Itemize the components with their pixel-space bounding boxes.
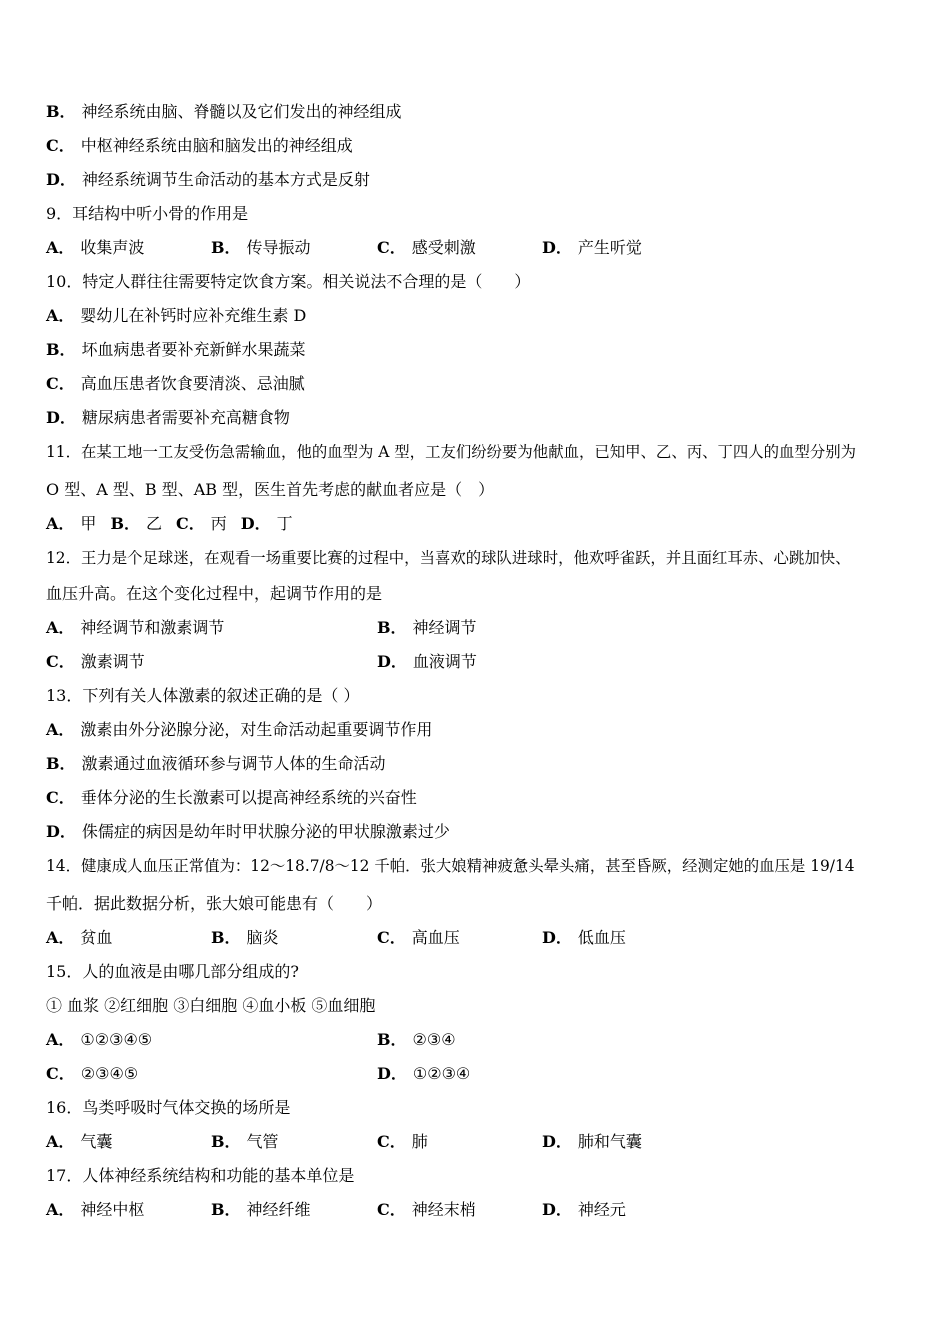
question-11-stem-line2: O 型、A 型、B 型、AB 型，医生首先考虑的献血者应是（ ） xyxy=(46,480,495,499)
question-10-stem: 10．特定人群往往需要特定饮食方案。相关说法不合理的是（ ） xyxy=(46,272,531,291)
question-14-stem-line2: 千帕．据此数据分析，张大娘可能患有（ ） xyxy=(46,894,383,913)
q10-option-b: B． 坏血病患者要补充新鲜水果蔬菜 xyxy=(46,340,306,359)
q10-option-a: A． 婴幼儿在补钙时应补充维生素 D xyxy=(46,306,307,325)
question-15-stem: 15．人的血液是由哪几部分组成的? xyxy=(46,962,299,981)
q17-option-c: C． 神经末梢 xyxy=(377,1200,476,1219)
q17-option-a: A． 神经中枢 xyxy=(46,1200,145,1219)
q9-option-a: A． 收集声波 xyxy=(46,238,145,257)
q14-option-d: D． 低血压 xyxy=(542,928,626,947)
q9-option-b: B． 传导振动 xyxy=(211,238,311,257)
q16-option-d: D． 肺和气囊 xyxy=(542,1132,642,1151)
question-12-stem-line2: 血压升高。在这个变化过程中，起调节作用的是 xyxy=(46,584,383,603)
q13-option-d: D． 侏儒症的病因是幼年时甲状腺分泌的甲状腺激素过少 xyxy=(46,822,450,841)
q16-option-a: A． 气囊 xyxy=(46,1132,113,1151)
q14-option-c: C． 高血压 xyxy=(377,928,460,947)
question-11-stem-line1: 11．在某工地一工友受伤急需输血，他的血型为 A 型，工友们纷纷要为他献血，已知甲、乙、丙、丁四人的血型分别为 xyxy=(46,443,857,461)
q14-option-b: B． 脑炎 xyxy=(211,928,279,947)
q13-option-a: A． 激素由外分泌腺分泌，对生命活动起重要调节作用 xyxy=(46,720,433,739)
q15-option-a: A． ①②③④⑤ xyxy=(46,1030,153,1049)
q16-option-b: B． 气管 xyxy=(211,1132,279,1151)
q16-option-c: C． 肺 xyxy=(377,1132,428,1151)
question-12-stem-line1: 12．王力是个足球迷，在观看一场重要比赛的过程中，当喜欢的球队进球时，他欢呼雀跃，并且面红耳赤、心跳加快、 xyxy=(46,549,851,567)
q12-option-d: D． 血液调节 xyxy=(377,652,477,671)
q9-option-d: D． 产生听觉 xyxy=(542,238,642,257)
q12-option-a: A． 神经调节和激素调节 xyxy=(46,618,225,637)
question-15-items: ① 血浆 ②红细胞 ③白细胞 ④血小板 ⑤血细胞 xyxy=(46,996,376,1015)
option-b: B． 神经系统由脑、脊髓以及它们发出的神经组成 xyxy=(46,102,402,121)
q10-option-c: C． 高血压患者饮食要清淡、忌油腻 xyxy=(46,374,305,393)
question-17-stem: 17．人体神经系统结构和功能的基本单位是 xyxy=(46,1166,355,1185)
q14-option-a: A． 贫血 xyxy=(46,928,113,947)
question-9-stem: 9．耳结构中听小骨的作用是 xyxy=(46,204,249,223)
q11-option-d: D． 丁 xyxy=(240,514,293,533)
q11-option-b: B． 乙 xyxy=(110,514,162,533)
q12-option-c: C． 激素调节 xyxy=(46,652,145,671)
q13-option-b: B． 激素通过血液循环参与调节人体的生命活动 xyxy=(46,754,386,773)
q15-option-b: B． ②③④ xyxy=(377,1030,456,1049)
question-16-stem: 16．鸟类呼吸时气体交换的场所是 xyxy=(46,1098,291,1117)
option-c: C． 中枢神经系统由脑和脑发出的神经组成 xyxy=(46,136,353,155)
q11-option-a: A． 甲 xyxy=(46,514,97,533)
option-d: D． 神经系统调节生命活动的基本方式是反射 xyxy=(46,170,370,189)
q10-option-d: D． 糖尿病患者需要补充高糖食物 xyxy=(46,408,290,427)
q15-option-d: D． ①②③④ xyxy=(377,1064,471,1083)
q13-option-c: C． 垂体分泌的生长激素可以提高神经系统的兴奋性 xyxy=(46,788,417,807)
q15-option-c: C． ②③④⑤ xyxy=(46,1064,139,1083)
q17-option-b: B． 神经纤维 xyxy=(211,1200,311,1219)
question-14-stem-line1: 14．健康成人血压正常值为：12～18.7/8～12 千帕．张大娘精神疲惫头晕头痛，甚至昏厥，经测定她的血压是 19/14 xyxy=(46,857,855,875)
q11-option-c: C． 丙 xyxy=(175,514,227,533)
q12-option-b: B． 神经调节 xyxy=(377,618,477,637)
q11-options xyxy=(46,514,307,534)
question-13-stem: 13．下列有关人体激素的叙述正确的是（ ） xyxy=(46,686,360,705)
q9-option-c: C． 感受刺激 xyxy=(377,238,476,257)
q17-option-d: D． 神经元 xyxy=(542,1200,626,1219)
